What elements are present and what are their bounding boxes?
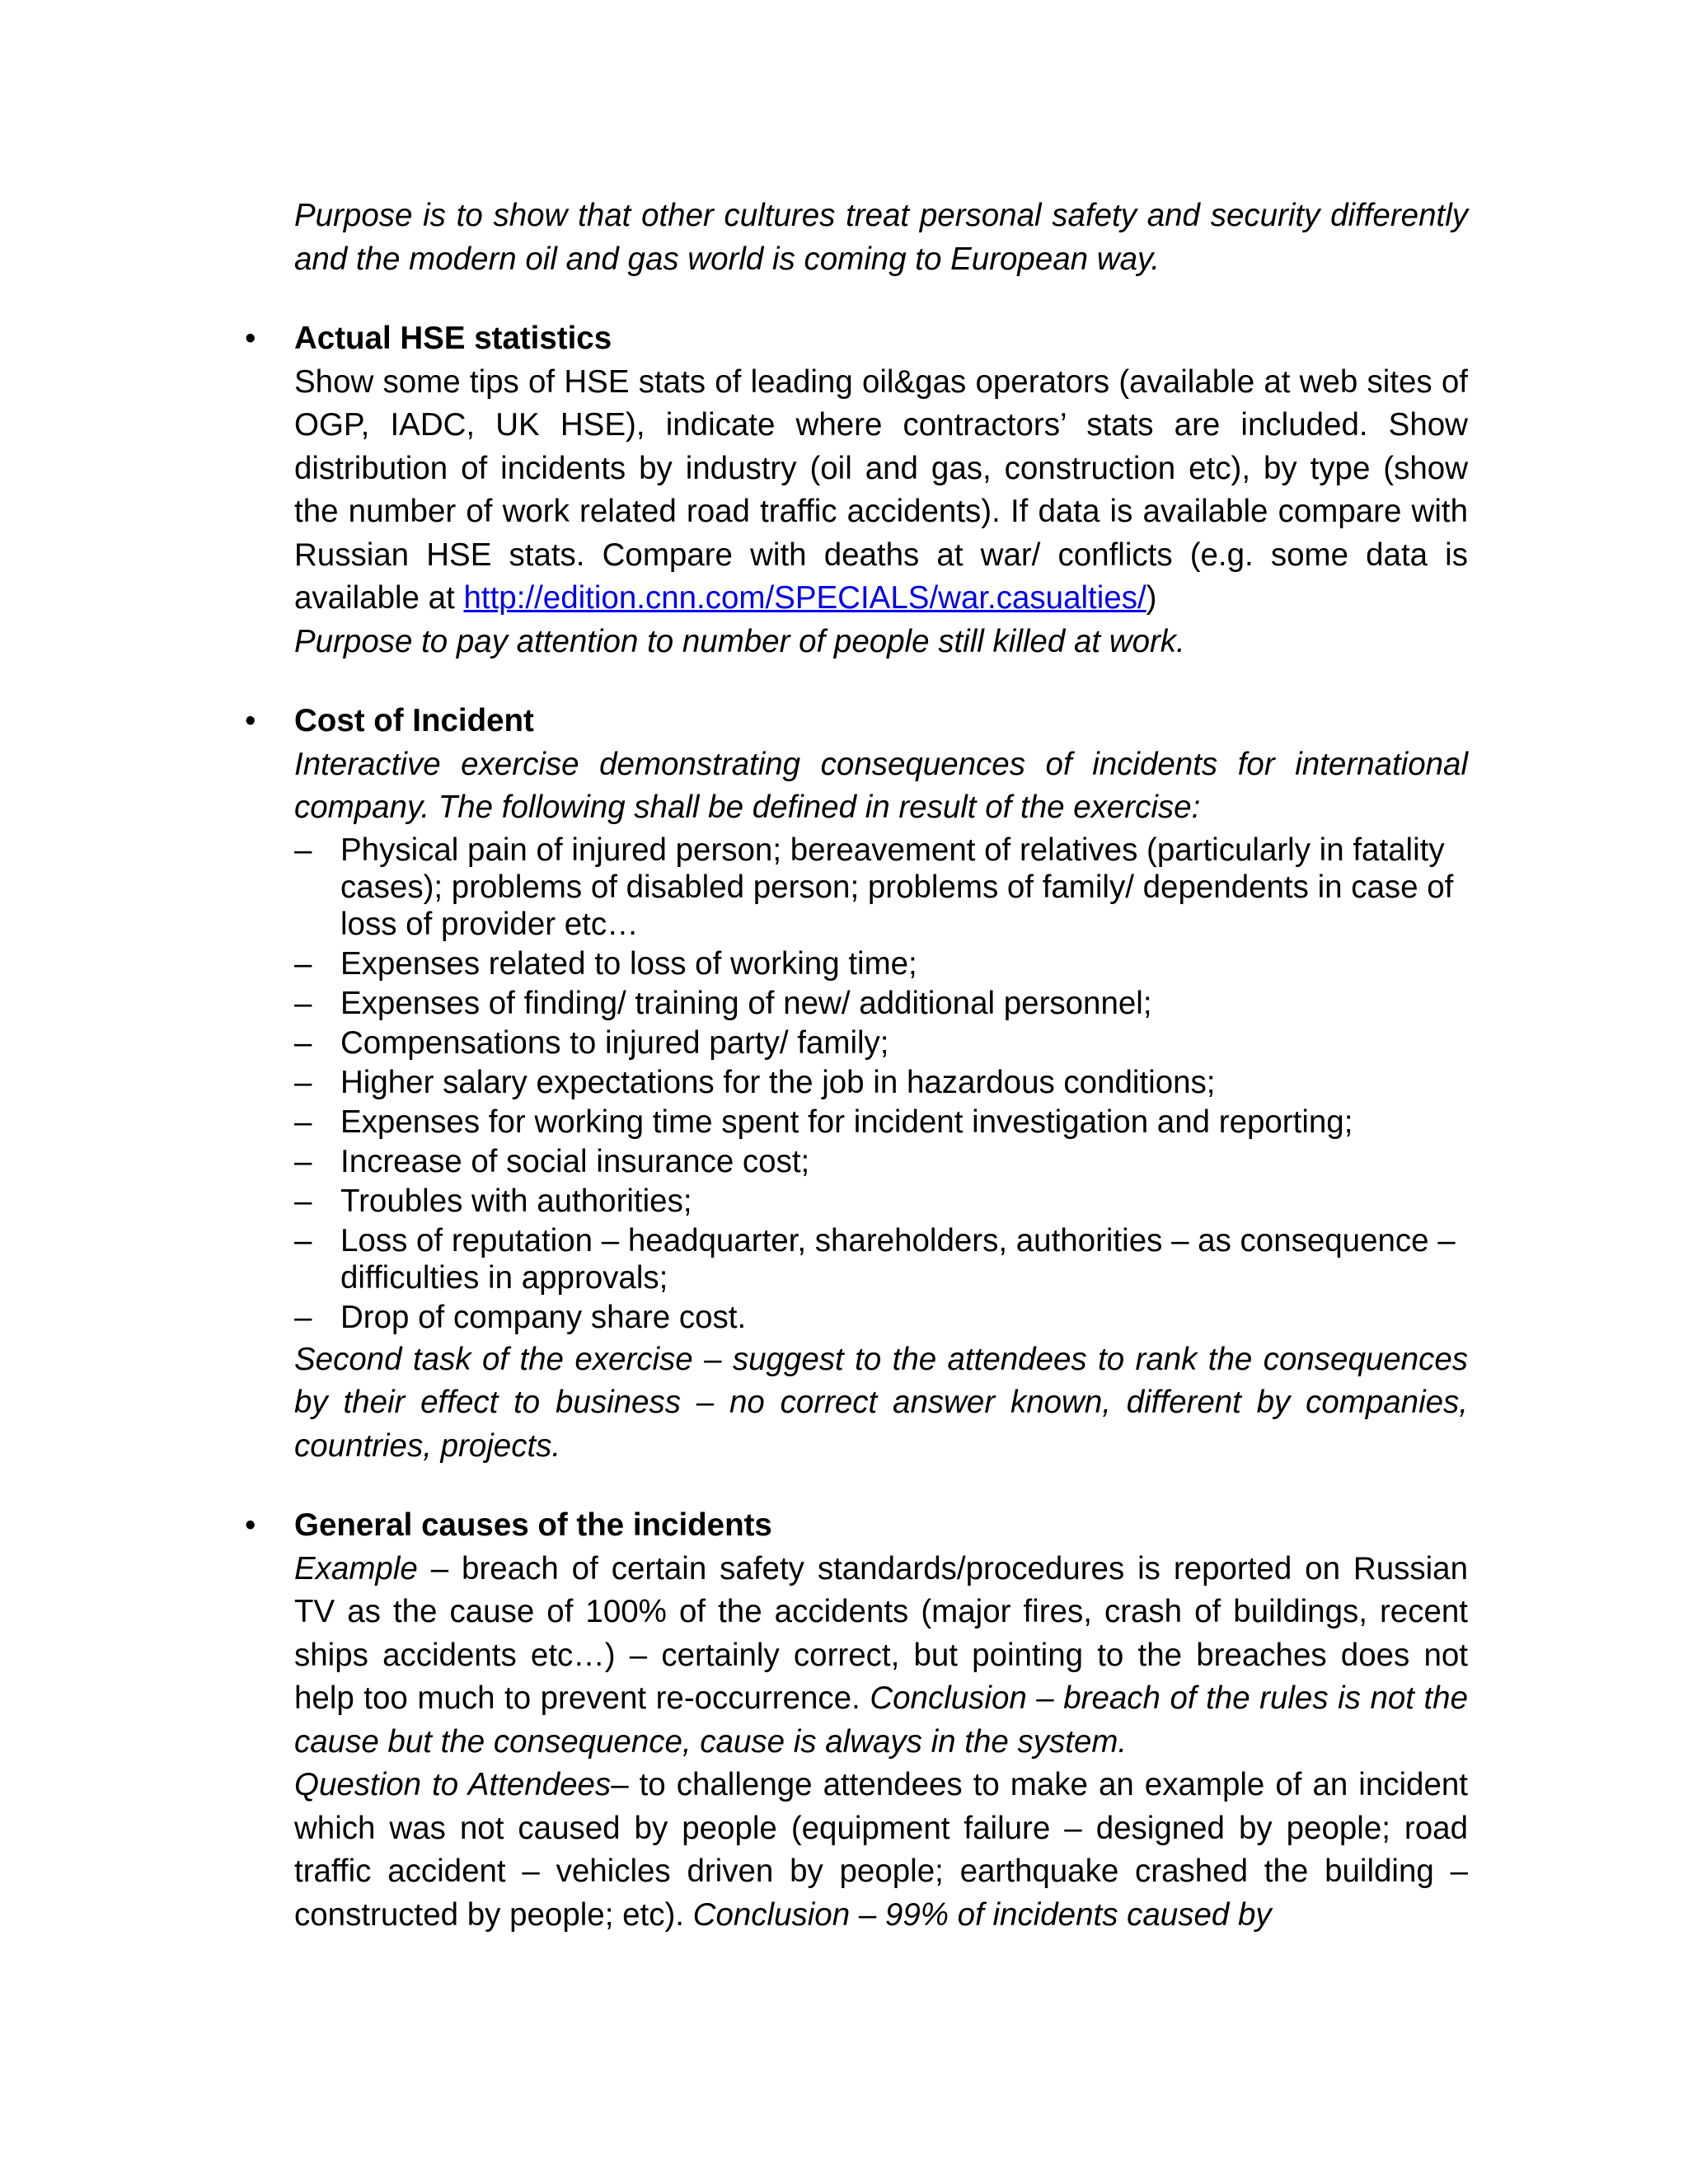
hse-body bbox=[294, 361, 1468, 621]
section-heading: General causes of the incidents bbox=[294, 1507, 772, 1543]
section-hse-statistics bbox=[245, 317, 1468, 663]
section-cost-of-incident bbox=[245, 700, 1468, 1468]
second-task: Second task of the exercise – suggest to the attendees to rank the consequences by their effect to business – no correct answer known, different by companies, countries, projects. bbox=[294, 1341, 1468, 1464]
bullet-icon: • bbox=[245, 321, 256, 356]
list-item: – Compensations to injured party/ family; bbox=[294, 1024, 889, 1061]
example-label: Example bbox=[294, 1550, 418, 1586]
document-page bbox=[245, 194, 1469, 1937]
dash-icon: – bbox=[294, 1024, 312, 1061]
dash-icon: – bbox=[294, 1222, 312, 1258]
cnn-casualties-link[interactable]: http://edition.cnn.com/SPECIALS/war.casualties/ bbox=[463, 580, 1146, 616]
list-item: – Increase of social insurance cost; bbox=[294, 1143, 810, 1179]
list-item: – Expenses of finding/ training of new/ additional personnel; bbox=[294, 985, 1152, 1021]
question-text: – to challenge attendees to make an example of an incident which was not caused by people (equipment failure – designed by people; road traffic accident – vehicles driven by people; earthquake crashed the building – constructed by people; etc). bbox=[294, 1767, 1468, 1933]
conclusion-text: Conclusion – breach of the rules is not the cause but the consequence, cause is always in the system. bbox=[294, 1680, 1469, 1760]
list-item: – Loss of reputation – headquarter, shareholders, authorities – as consequence – difficulties in approvals; bbox=[294, 1222, 1456, 1296]
intro-purpose: Purpose is to show that other cultures treat personal safety and security differently and the modern oil and gas world is coming to European way. bbox=[294, 198, 1468, 277]
hse-purpose: Purpose to pay attention to number of people still killed at work. bbox=[294, 623, 1185, 659]
list-item: – Higher salary expectations for the job in hazardous conditions; bbox=[294, 1064, 1216, 1100]
section-general-causes bbox=[245, 1504, 1469, 1937]
list-item: – Drop of company share cost. bbox=[294, 1299, 747, 1335]
list-item: – Troubles with authorities; bbox=[294, 1183, 692, 1219]
conclusion-text: Conclusion – 99% of incidents caused by bbox=[692, 1896, 1272, 1933]
list-item: – Physical pain of injured person; bereavement of relatives (particularly in fatality cases); problems of disabled person; problems of family/ dependents in case of loss of provider etc… bbox=[294, 832, 1454, 942]
section-heading: Actual HSE statistics bbox=[294, 321, 612, 356]
consequences-list bbox=[294, 832, 1468, 1336]
causes-example bbox=[294, 1548, 1468, 1765]
dash-icon: – bbox=[294, 1299, 312, 1335]
dash-icon: – bbox=[294, 1064, 312, 1100]
bullet-icon: • bbox=[245, 703, 256, 738]
cost-intro: Interactive exercise demonstrating consequences of incidents for international company. The following shall be defined in result of the exercise: bbox=[294, 746, 1468, 825]
section-heading: Cost of Incident bbox=[294, 703, 534, 738]
example-text: – breach of certain safety standards/procedures is reported on Russian TV as the cause of 100% of the accidents (major fires, crash of buildings, recent ships accidents etc…) – certainly correct, but pointing to the breaches does not help too much to prevent re-occurrence. bbox=[294, 1550, 1468, 1716]
dash-icon: – bbox=[294, 1104, 312, 1140]
causes-question bbox=[294, 1764, 1468, 1937]
dash-icon: – bbox=[294, 1183, 312, 1219]
dash-icon: – bbox=[294, 832, 312, 868]
dash-icon: – bbox=[294, 945, 312, 982]
list-item: – Expenses related to loss of working time; bbox=[294, 945, 917, 982]
hse-body-text: Show some tips of HSE stats of leading oil&gas operators (available at web sites of OGP, IADC, UK HSE), indicate where contractors’ stats are included. Show distribution of incidents by industry (oil and gas, construction etc), by type (show the number of work related road traffic accidents). If data is available compare with Russian HSE stats. Compare with deaths at war/ conflicts (e.g. some data is available at bbox=[294, 363, 1468, 616]
bullet-icon: • bbox=[245, 1507, 256, 1543]
dash-icon: – bbox=[294, 985, 312, 1021]
question-label: Question to Attendees bbox=[294, 1767, 612, 1802]
list-item: – Expenses for working time spent for incident investigation and reporting; bbox=[294, 1104, 1353, 1140]
hse-body-close: ) bbox=[1146, 580, 1157, 616]
dash-icon: – bbox=[294, 1143, 312, 1179]
